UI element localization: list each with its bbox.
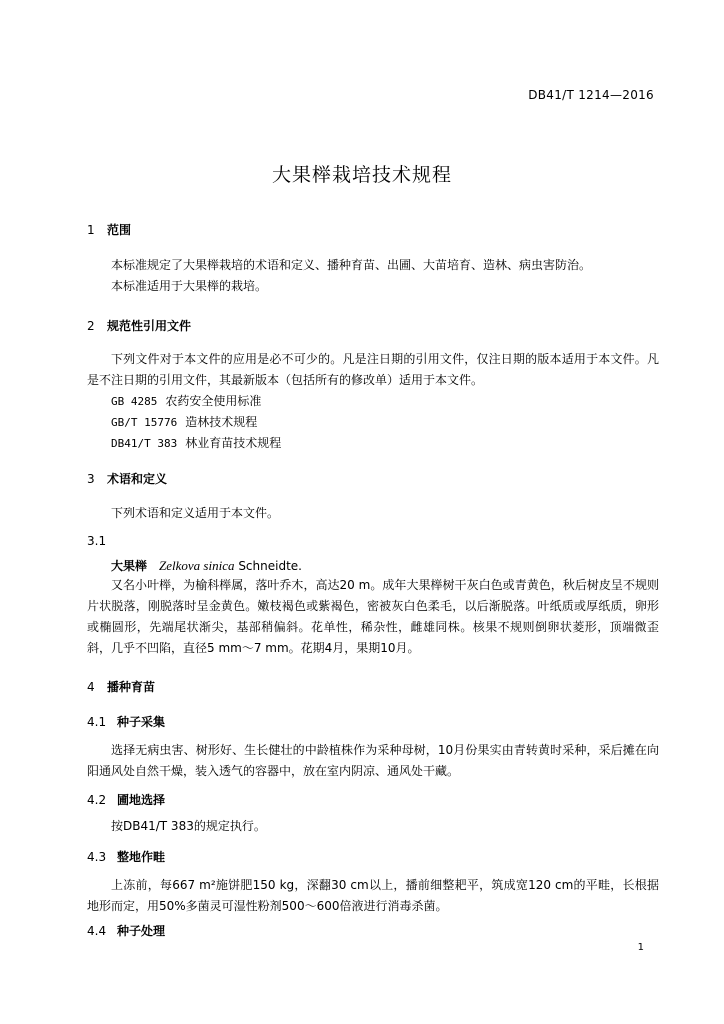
section-number: 1 <box>87 223 95 237</box>
subsection-number: 4.3 <box>87 850 107 864</box>
section-title: 播种育苗 <box>107 680 156 694</box>
subsection-4-1-paragraph: 选择无病虫害、树形好、生长健壮的中龄植株作为采种母树，10月份果实由青转黄时采种，采后摊在向阳通风处自然干燥，装入透气的容器中，放在室内阴凉、通风处干藏。 <box>87 743 659 778</box>
subsection-number: 3.1 <box>87 534 107 548</box>
subsection-4-1-heading <box>87 713 165 730</box>
section-3-paragraph-1: 下列术语和定义适用于本文件。 <box>111 506 280 520</box>
reference-name: 林业育苗技术规程 <box>185 436 282 450</box>
term-author: Schneidte. <box>238 559 302 573</box>
reference-item <box>111 413 257 430</box>
section-1-paragraph-1: 本标准规定了大果榉栽培的术语和定义、播种育苗、出圃、大苗培育、造林、病虫害防治。 <box>111 258 592 272</box>
reference-code: GB/T 15776 <box>111 416 178 429</box>
reference-item <box>111 392 261 409</box>
reference-name: 农药安全使用标准 <box>165 394 262 408</box>
subsection-title: 种子采集 <box>117 715 166 729</box>
section-3-heading <box>87 470 167 487</box>
subsection-number: 4.4 <box>87 924 107 938</box>
section-1-heading <box>87 221 131 238</box>
section-title: 规范性引用文件 <box>107 319 192 333</box>
section-title: 范围 <box>107 223 132 237</box>
section-number: 4 <box>87 680 95 694</box>
document-title: 大果榉栽培技术规程 <box>271 164 452 186</box>
section-title: 术语和定义 <box>107 472 168 486</box>
subsection-number: 4.2 <box>87 793 107 807</box>
document-code: DB41/T 1214—2016 <box>528 88 654 102</box>
subsection-title: 种子处理 <box>117 924 166 938</box>
reference-name: 造林技术规程 <box>185 415 258 429</box>
reference-code: GB 4285 <box>111 395 158 408</box>
subsection-number: 4.1 <box>87 715 107 729</box>
subsection-3-1-number <box>87 534 106 548</box>
term-entry <box>111 557 302 574</box>
section-number: 3 <box>87 472 95 486</box>
subsection-4-3-heading <box>87 848 165 865</box>
term-name: 大果榉 <box>111 559 148 573</box>
section-number: 2 <box>87 319 95 333</box>
reference-code: DB41/T 383 <box>111 437 178 450</box>
subsection-title: 整地作畦 <box>117 850 166 864</box>
subsection-title: 圃地选择 <box>117 793 166 807</box>
term-definition: 又名小叶榉，为榆科榉属，落叶乔木，高达20 m。成年大果榉树干灰白色或青黄色，秋后树皮呈不规则片状脱落，刚脱落时呈金黄色。嫩枝褐色或紫褐色，密被灰白色柔毛，以后渐脱落。叶纸质或厚纸质，卵形或椭圆形，先端尾状渐尖，基部稍偏斜。花单性，稀杂性，雌雄同株。核果不规则倒卵状菱形，顶端微歪斜，几乎不凹陷，直径5 mm～7 mm。花期4月，果期10月。 <box>87 578 659 655</box>
section-1-paragraph-2: 本标准适用于大果榉的栽培。 <box>111 279 268 293</box>
page-number: 1 <box>637 942 644 953</box>
section-2-paragraph-1: 下列文件对于本文件的应用是必不可少的。凡是注日期的引用文件，仅注日期的版本适用于本文件。凡是不注日期的引用文件，其最新版本（包括所有的修改单）适用于本文件。 <box>87 352 659 387</box>
subsection-4-4-heading <box>87 922 165 939</box>
subsection-4-3-paragraph: 上冻前，每667 m²施饼肥150 kg，深翻30 cm以上，播前细整耙平，筑成宽120 cm的平畦，长根据地形而定，用50%多菌灵可湿性粉剂500～600倍液进行消毒杀菌。 <box>87 878 659 913</box>
subsection-4-2-heading <box>87 791 165 808</box>
subsection-4-2-paragraph: 按DB41/T 383的规定执行。 <box>111 819 266 833</box>
section-4-heading <box>87 678 155 695</box>
section-2-heading <box>87 317 191 334</box>
reference-item <box>111 434 281 451</box>
term-latin-name: Zelkova sinica <box>159 558 235 573</box>
